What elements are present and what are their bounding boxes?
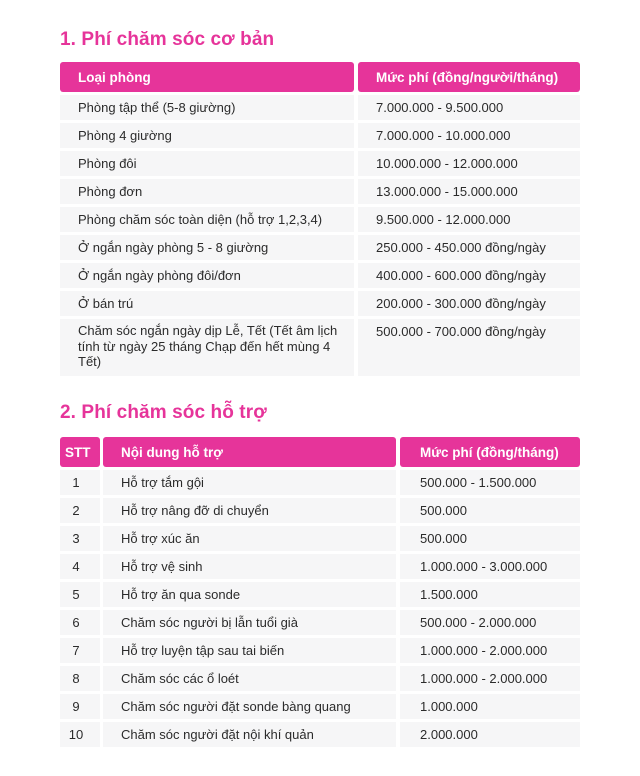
- fee-cell: 1.000.000 - 3.000.000: [400, 554, 580, 579]
- fee-cell: 500.000 - 2.000.000: [400, 610, 580, 635]
- table-row: [60, 526, 580, 551]
- header-room-type: Loại phòng: [60, 62, 354, 92]
- table-row: [60, 291, 580, 316]
- section-title-basic-care: 1. Phí chăm sóc cơ bản: [60, 29, 275, 50]
- support-content-cell: Chăm sóc người đặt nội khí quản: [103, 722, 396, 747]
- table-row: [60, 610, 580, 635]
- table-row: [60, 666, 580, 691]
- fee-cell: 500.000 - 700.000 đồng/ngày: [358, 319, 580, 376]
- header-fee: Mức phí (đồng/tháng): [400, 437, 580, 467]
- fee-cell: 400.000 - 600.000 đồng/ngày: [358, 263, 580, 288]
- room-type-cell: Phòng đôi: [60, 151, 354, 176]
- table-row: [60, 498, 580, 523]
- table-row: [60, 582, 580, 607]
- table-row: [60, 470, 580, 495]
- fee-cell: 9.500.000 - 12.000.000: [358, 207, 580, 232]
- table-row: [60, 151, 580, 176]
- room-type-cell: Ở ngắn ngày phòng đôi/đơn: [60, 263, 354, 288]
- fee-cell: 13.000.000 - 15.000.000: [358, 179, 580, 204]
- table-row: [60, 179, 580, 204]
- fee-cell: 200.000 - 300.000 đồng/ngày: [358, 291, 580, 316]
- fee-cell: 7.000.000 - 9.500.000: [358, 95, 580, 120]
- room-type-cell: Chăm sóc ngắn ngày dịp Lễ, Tết (Tết âm lịch tính từ ngày 25 tháng Chạp đến hết mùng 4 Tết): [60, 319, 354, 376]
- room-type-cell: Ở bán trú: [60, 291, 354, 316]
- stt-cell: 10: [60, 722, 100, 747]
- header-support-content: Nội dung hỗ trợ: [103, 437, 396, 467]
- stt-cell: 4: [60, 554, 100, 579]
- table-row: [60, 207, 580, 232]
- table-header: [60, 437, 580, 467]
- fee-cell: 1.000.000 - 2.000.000: [400, 666, 580, 691]
- table-row: [60, 263, 580, 288]
- fee-cell: 1.500.000: [400, 582, 580, 607]
- table-row: [60, 694, 580, 719]
- stt-cell: 1: [60, 470, 100, 495]
- table-row: [60, 554, 580, 579]
- stt-cell: 7: [60, 638, 100, 663]
- table-row: [60, 722, 580, 747]
- room-type-cell: Ở ngắn ngày phòng 5 - 8 giường: [60, 235, 354, 260]
- table-row: [60, 319, 580, 376]
- support-content-cell: Hỗ trợ tắm gội: [103, 470, 396, 495]
- room-type-cell: Phòng 4 giường: [60, 123, 354, 148]
- room-type-cell: Phòng tập thể (5-8 giường): [60, 95, 354, 120]
- header-stt: STT: [60, 437, 100, 467]
- fee-cell: 1.000.000 - 2.000.000: [400, 638, 580, 663]
- stt-cell: 9: [60, 694, 100, 719]
- fee-cell: 500.000: [400, 498, 580, 523]
- section-title-support-care: 2. Phí chăm sóc hỗ trợ: [60, 402, 267, 423]
- support-content-cell: Hỗ trợ xúc ăn: [103, 526, 396, 551]
- table-header: [60, 62, 580, 92]
- table-row: [60, 235, 580, 260]
- support-content-cell: Hỗ trợ luyện tập sau tai biến: [103, 638, 396, 663]
- header-fee: Mức phí (đồng/người/tháng): [358, 62, 580, 92]
- stt-cell: 6: [60, 610, 100, 635]
- fee-cell: 500.000: [400, 526, 580, 551]
- fee-cell: 2.000.000: [400, 722, 580, 747]
- table-row: [60, 638, 580, 663]
- support-content-cell: Hỗ trợ vệ sinh: [103, 554, 396, 579]
- table-row: [60, 95, 580, 120]
- support-content-cell: Chăm sóc người đặt sonde bàng quang: [103, 694, 396, 719]
- fee-cell: 7.000.000 - 10.000.000: [358, 123, 580, 148]
- fee-cell: 10.000.000 - 12.000.000: [358, 151, 580, 176]
- support-content-cell: Chăm sóc người bị lẫn tuổi già: [103, 610, 396, 635]
- stt-cell: 8: [60, 666, 100, 691]
- support-content-cell: Hỗ trợ nâng đỡ di chuyển: [103, 498, 396, 523]
- stt-cell: 3: [60, 526, 100, 551]
- table-row: [60, 123, 580, 148]
- stt-cell: 5: [60, 582, 100, 607]
- support-content-cell: Chăm sóc các ổ loét: [103, 666, 396, 691]
- support-care-fee-table: [60, 437, 580, 750]
- fee-cell: 500.000 - 1.500.000: [400, 470, 580, 495]
- support-content-cell: Hỗ trợ ăn qua sonde: [103, 582, 396, 607]
- room-type-cell: Phòng đơn: [60, 179, 354, 204]
- stt-cell: 2: [60, 498, 100, 523]
- basic-care-fee-table: [60, 62, 580, 379]
- room-type-cell: Phòng chăm sóc toàn diện (hỗ trợ 1,2,3,4): [60, 207, 354, 232]
- fee-cell: 1.000.000: [400, 694, 580, 719]
- fee-cell: 250.000 - 450.000 đồng/ngày: [358, 235, 580, 260]
